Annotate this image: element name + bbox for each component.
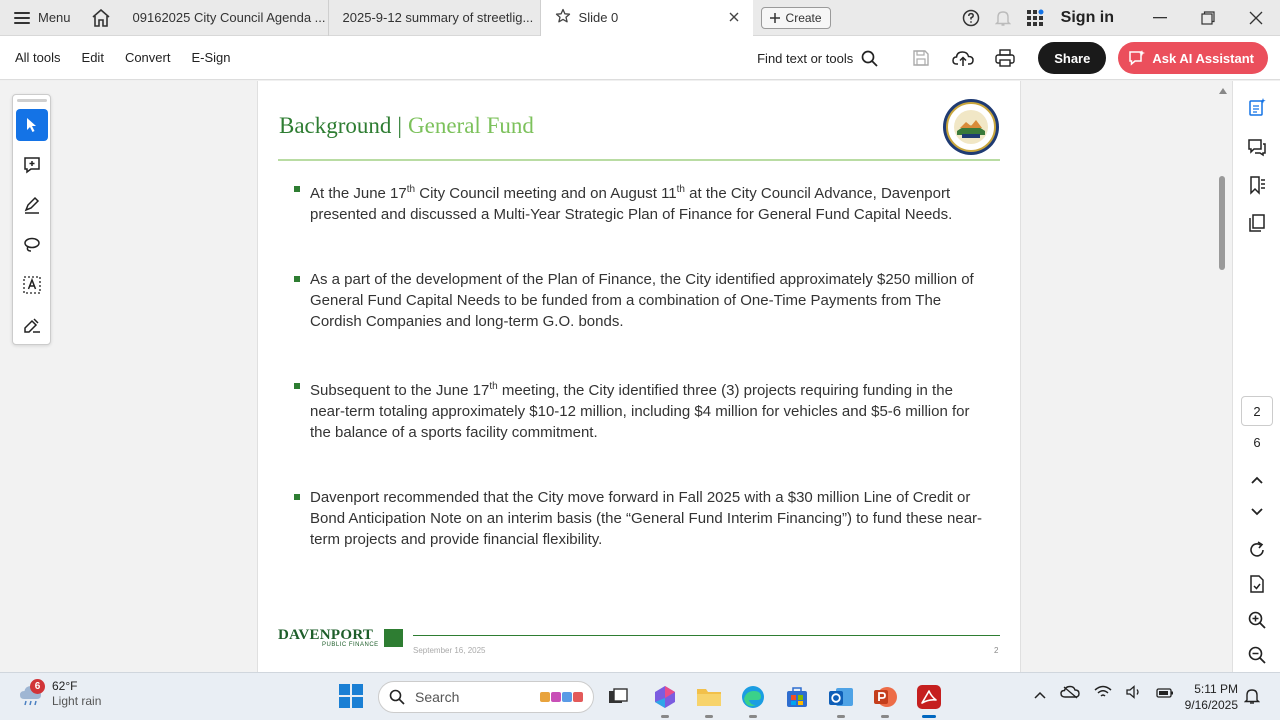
weather-widget[interactable] [18, 679, 101, 709]
highlight-tool[interactable] [16, 189, 48, 221]
signature-pen-icon [22, 315, 42, 335]
current-page-input[interactable]: 2 [1241, 396, 1273, 426]
scrollbar-thumb[interactable] [1219, 176, 1225, 270]
notifications-bell-icon[interactable] [987, 0, 1019, 36]
taskbar-search[interactable] [378, 681, 594, 713]
weather-temperature: 62°F [52, 679, 78, 693]
logo-text: DAVENPORT [278, 627, 374, 643]
slide-title-main: Background [279, 113, 392, 138]
vertical-scrollbar[interactable] [1214, 82, 1232, 672]
text-recognition-tool[interactable] [16, 269, 48, 301]
superscript: th [676, 184, 685, 195]
right-rail [1232, 81, 1280, 672]
previous-page-icon[interactable] [1245, 468, 1269, 492]
search-icon [389, 689, 405, 705]
generative-summary-icon[interactable] [1245, 95, 1269, 119]
search-icon [861, 50, 878, 67]
bullet-text: meeting, the City identified three (3) projects requiring funding in the near-term totaling approximately $10-12 million, including $4 million for vehicles and $5-6 million for the balance of a sports facility commitment. [310, 382, 970, 441]
edge-browser-icon[interactable] [738, 682, 768, 712]
volume-icon[interactable] [1126, 685, 1142, 704]
menu-button[interactable] [0, 0, 83, 36]
next-page-icon[interactable] [1245, 500, 1269, 524]
running-indicator [661, 715, 669, 718]
superscript: th [406, 184, 416, 195]
find-text-or-tools[interactable] [757, 50, 878, 67]
document-area [0, 81, 1232, 672]
battery-icon[interactable] [1156, 686, 1174, 704]
tab-city-council-agenda[interactable] [119, 0, 329, 36]
menu-e-sign[interactable]: E-Sign [191, 50, 231, 65]
slide-page [257, 81, 1021, 672]
ai-assistant-icon [1128, 49, 1146, 67]
running-indicator [881, 715, 889, 718]
help-icon[interactable] [955, 0, 987, 36]
tab-label: 2025-9-12 summary of streetlig... [342, 10, 534, 25]
zoom-in-icon[interactable] [1245, 608, 1269, 632]
pen-icon [22, 195, 42, 215]
find-label: Find text or tools [757, 50, 854, 66]
tab-streetlight-summary[interactable] [329, 0, 541, 36]
logo-subtext: PUBLIC FINANCE [322, 642, 379, 648]
outlook-app-icon[interactable] [826, 682, 856, 712]
bullet-text: City Council meeting and on August 11 [415, 185, 677, 202]
system-clock[interactable] [1180, 681, 1238, 713]
bullet-text: at the City Council Advance, Davenport presented and discussed a Multi-Year Strategic Plan of Finance for General Fund Capital Needs. [310, 185, 953, 223]
menu-all-tools[interactable]: All tools [15, 50, 61, 65]
rain-cloud-icon [18, 681, 44, 707]
running-indicator [837, 715, 845, 718]
save-icon[interactable] [900, 36, 942, 80]
main-toolbar [0, 36, 1280, 80]
microsoft-store-icon[interactable] [782, 682, 812, 712]
bullet-item [294, 487, 984, 550]
minimize-icon[interactable] [1136, 0, 1184, 36]
tab-slide-0[interactable] [541, 0, 753, 36]
share-label: Share [1054, 50, 1091, 66]
create-label: Create [785, 10, 822, 25]
tab-label: Slide 0 [578, 10, 619, 25]
print-icon[interactable] [984, 36, 1026, 80]
bullet-text: As a part of the development of the Plan of Finance, the City identified approximately $250 million of General Fund Capital Needs to be funded from a combination of One-Time Payments from The Cordish Companies and long-term G.O. bonds. [310, 271, 974, 330]
ask-ai-assistant-button[interactable] [1118, 42, 1268, 74]
apps-grid-icon[interactable] [1019, 0, 1051, 36]
page-display-icon[interactable] [1245, 572, 1269, 596]
panel-grip[interactable] [17, 99, 47, 102]
menu-edit[interactable]: Edit [81, 50, 104, 65]
windows-start-icon[interactable] [338, 683, 364, 709]
tab-bar [0, 0, 1280, 36]
cursor-icon [25, 117, 39, 133]
superscript: th [489, 381, 498, 392]
city-seal-logo [942, 98, 1000, 156]
davenport-logo [278, 627, 379, 648]
footer-divider [413, 635, 1000, 636]
footer-date: September 16, 2025 [413, 646, 486, 655]
bullet-item [294, 376, 984, 443]
comment-plus-icon [22, 155, 42, 175]
system-tray [1034, 685, 1174, 704]
clock-date: 9/16/2025 [1184, 698, 1238, 712]
close-window-icon[interactable] [1232, 0, 1280, 36]
home-icon[interactable] [83, 0, 119, 36]
select-tool[interactable] [16, 109, 48, 141]
create-button[interactable] [761, 7, 831, 29]
wifi-icon[interactable] [1094, 685, 1112, 704]
weather-alert-badge: 6 [30, 679, 45, 694]
bullet-item [294, 269, 984, 332]
powerpoint-app-icon[interactable] [870, 682, 900, 712]
weather-condition: Light rain [52, 694, 102, 708]
bookmarks-panel-icon[interactable] [1245, 173, 1269, 197]
menu-convert[interactable]: Convert [124, 50, 171, 65]
search-label: Search [415, 689, 460, 705]
notification-center-icon[interactable] [1244, 687, 1260, 710]
restore-icon[interactable] [1184, 0, 1232, 36]
chevron-up-icon[interactable] [1034, 686, 1046, 704]
bullet-text: Davenport recommended that the City move forward in Fall 2025 with a $30 million Line of Credit or Bond Anticipation Note on an interim basis (the “General Fund Interim Financing”) to fund these near-term projects and provide financial flexibility. [310, 489, 983, 548]
running-indicator [922, 715, 936, 718]
upload-cloud-icon[interactable] [942, 36, 984, 80]
bullet-text: Subsequent to the June 17 [310, 382, 490, 399]
total-pages: 6 [1253, 435, 1261, 450]
text-box-icon [22, 275, 42, 295]
sign-tool[interactable] [16, 309, 48, 341]
quick-tools-panel [12, 94, 51, 345]
zoom-out-icon[interactable] [1245, 643, 1269, 667]
star-icon[interactable] [555, 8, 571, 27]
title-divider [278, 159, 1000, 161]
tab-label: 09162025 City Council Agenda ... [132, 10, 326, 25]
footer-page-number: 2 [994, 646, 999, 655]
clock-time: 5:11 PM [1194, 682, 1238, 696]
add-comment-tool[interactable] [16, 149, 48, 181]
slide-title-separator: | [397, 113, 403, 138]
logo-flag-icon [384, 629, 403, 647]
running-indicator [749, 715, 757, 718]
hamburger-icon [14, 12, 30, 24]
slide-title-sub: General Fund [408, 113, 534, 138]
acrobat-app-icon[interactable] [914, 682, 944, 712]
file-explorer-icon[interactable] [694, 682, 724, 712]
ai-label: Ask AI Assistant [1152, 50, 1254, 66]
bullet-item [294, 179, 984, 225]
sign-in-link[interactable]: Sign in [1060, 9, 1114, 26]
bullet-text: At the June 17 [310, 185, 407, 202]
menu-label: Menu [38, 10, 71, 25]
close-tab-icon[interactable] [729, 10, 739, 25]
windows-taskbar [0, 672, 1280, 720]
comments-panel-icon[interactable] [1245, 135, 1269, 159]
onedrive-cloud-icon[interactable] [1060, 685, 1080, 704]
plus-icon [770, 13, 780, 23]
search-highlight-icon [539, 689, 585, 705]
scroll-up-arrow-icon[interactable] [1219, 88, 1227, 94]
bullet-list [294, 179, 984, 594]
rotate-icon[interactable] [1245, 538, 1269, 562]
draw-tool[interactable] [16, 229, 48, 261]
slide-title [279, 113, 534, 139]
share-button[interactable] [1038, 42, 1106, 74]
pages-panel-icon[interactable] [1245, 211, 1269, 235]
lasso-icon [22, 235, 42, 255]
running-indicator [705, 715, 713, 718]
microsoft-365-app-icon[interactable] [650, 682, 680, 712]
task-view-icon[interactable] [603, 682, 633, 712]
